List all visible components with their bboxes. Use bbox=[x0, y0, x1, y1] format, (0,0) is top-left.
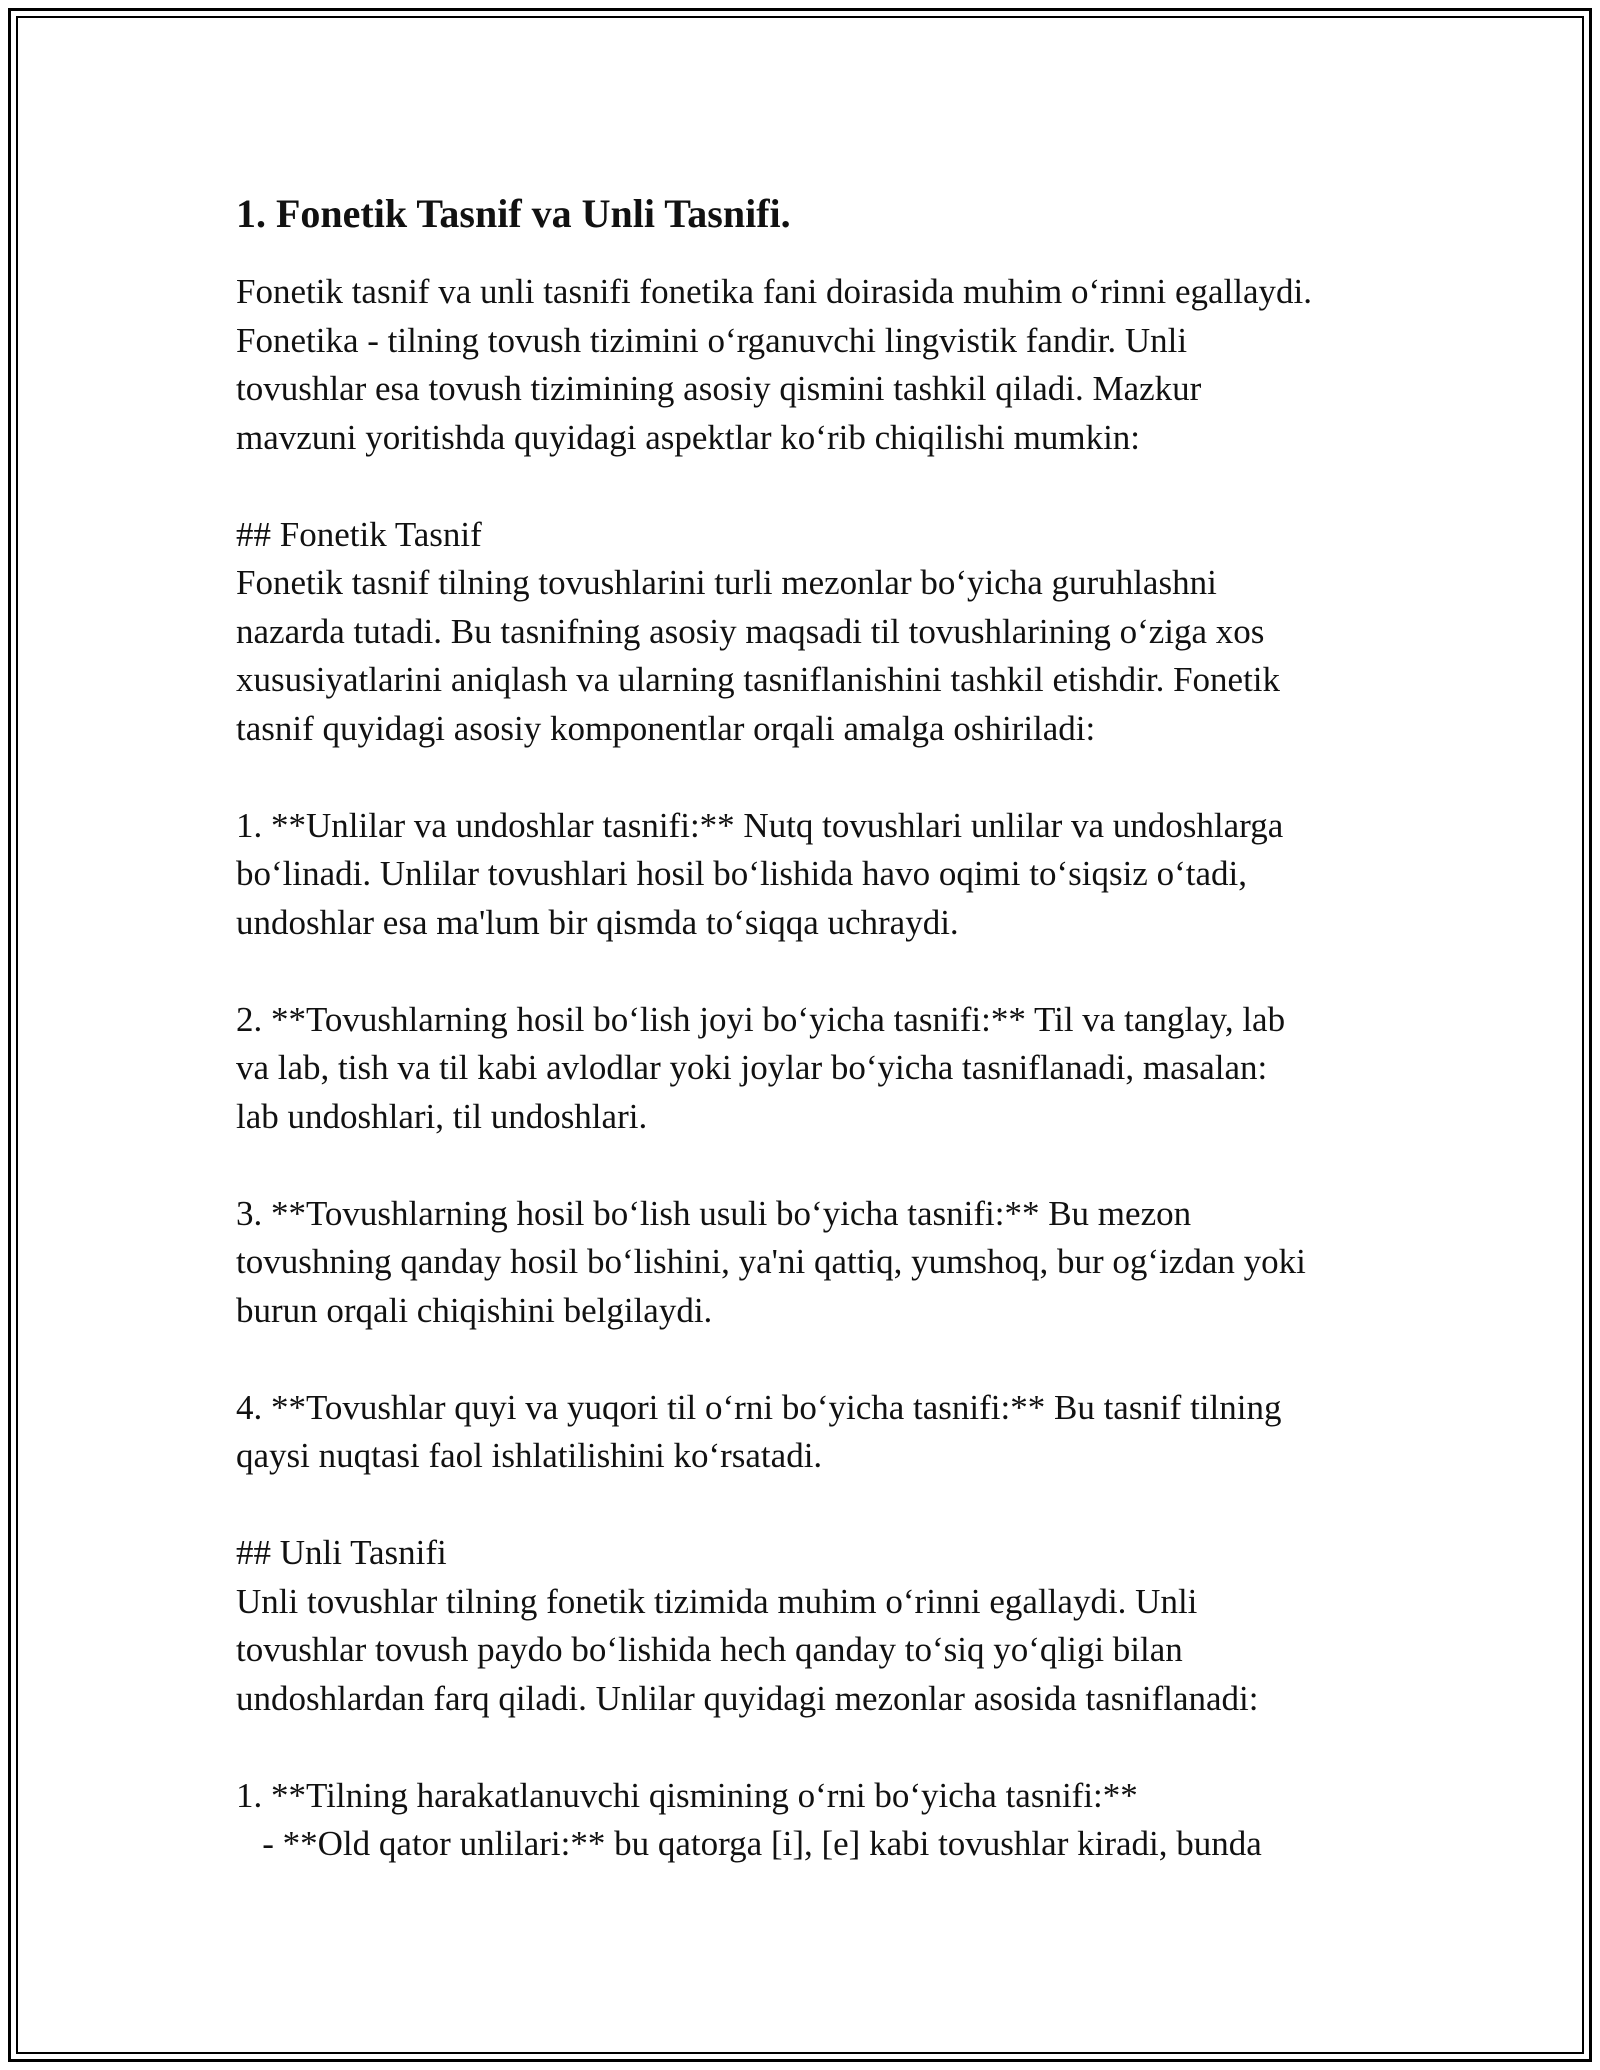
text-line: 4. **Tovushlar quyi va yuqori til o‘rni bo‘yicha tasnifi:** Bu tasnif tilning bbox=[236, 1387, 1282, 1427]
blank-line bbox=[236, 1723, 1386, 1772]
blank-line bbox=[236, 753, 1386, 802]
text-line: - **Old qator unlilari:** bu qatorga [i], [e] kabi tovushlar kiradi, bunda bbox=[236, 1824, 1262, 1863]
blank-line bbox=[236, 1335, 1386, 1384]
text-line: burun orqali chiqishini belgilaydi. bbox=[236, 1290, 713, 1330]
text-line: ## Fonetik Tasnif bbox=[236, 514, 482, 554]
text-line: tovushlar tovush paydo bo‘lishida hech qanday to‘siq yo‘qligi bilan bbox=[236, 1630, 1183, 1669]
blank-line bbox=[236, 947, 1386, 996]
text-line: Fonetika - tilning tovush tizimini o‘rganuvchi lingvistik fandir. Unli bbox=[236, 320, 1188, 360]
text-line: tovushning qanday hosil bo‘lishini, ya'ni qattiq, yumshoq, bur og‘izdan yoki bbox=[236, 1242, 1306, 1281]
text-line: tovushlar esa tovush tizimining asosiy qismini tashkil qiladi. Mazkur bbox=[236, 369, 1202, 408]
text-line: 1. **Unlilar va undoshlar tasnifi:** Nutq tovushlari unlilar va undoshlarga bbox=[236, 805, 1284, 845]
text-line: mavzuni yoritishda quyidagi aspektlar ko‘rib chiqilishi mumkin: bbox=[236, 417, 1141, 457]
text-line: 3. **Tovushlarning hosil bo‘lish usuli bo‘yicha tasnifi:** Bu mezon bbox=[236, 1193, 1192, 1233]
text-line: lab undoshlari, til undoshlari. bbox=[236, 1096, 648, 1136]
text-line: va lab, tish va til kabi avlodlar yoki joylar bo‘yicha tasniflanadi, masalan: bbox=[236, 1048, 1268, 1087]
text-line: tasnif quyidagi asosiy komponentlar orqali amalga oshiriladi: bbox=[236, 708, 1096, 748]
blank-line bbox=[236, 1481, 1386, 1530]
blank-line bbox=[236, 462, 1386, 511]
document-title: 1. Fonetik Tasnif va Unli Tasnifi. bbox=[236, 191, 791, 236]
text-line: qaysi nuqtasi faol ishlatilishini ko‘rsatadi. bbox=[236, 1436, 823, 1475]
text-line: undoshlardan farq qiladi. Unlilar quyidagi mezonlar asosida tasniflanadi: bbox=[236, 1678, 1259, 1718]
text-line: undoshlar esa ma'lum bir qismda to‘siqqa uchraydi. bbox=[236, 902, 959, 942]
text-line: Fonetik tasnif tilning tovushlarini turli mezonlar bo‘yicha guruhlashni bbox=[236, 563, 1217, 602]
text-line: Fonetik tasnif va unli tasnifi fonetika fani doirasida muhim o‘rinni egallaydi. bbox=[236, 272, 1313, 311]
text-line: Unli tovushlar tilning fonetik tizimida muhim o‘rinni egallaydi. Unli bbox=[236, 1581, 1198, 1621]
document-body bbox=[236, 190, 1386, 1869]
blank-line bbox=[236, 1141, 1386, 1190]
text-line: 2. **Tovushlarning hosil bo‘lish joyi bo‘yicha tasnifi:** Til va tanglay, lab bbox=[236, 999, 1286, 1039]
text-line: xususiyatlarini aniqlash va ularning tasniflanishini tashkil etishdir. Fonetik bbox=[236, 660, 1281, 699]
text-line: nazarda tutadi. Bu tasnifning asosiy maqsadi til tovushlarining o‘ziga xos bbox=[236, 611, 1265, 651]
text-line: ## Unli Tasnifi bbox=[236, 1533, 447, 1572]
text-line: 1. **Tilning harakatlanuvchi qismining o‘rni bo‘yicha tasnifi:** bbox=[236, 1775, 1138, 1815]
document-text bbox=[236, 268, 1386, 1869]
text-line: bo‘linadi. Unlilar tovushlari hosil bo‘lishida havo oqimi to‘siqsiz o‘tadi, bbox=[236, 854, 1247, 893]
